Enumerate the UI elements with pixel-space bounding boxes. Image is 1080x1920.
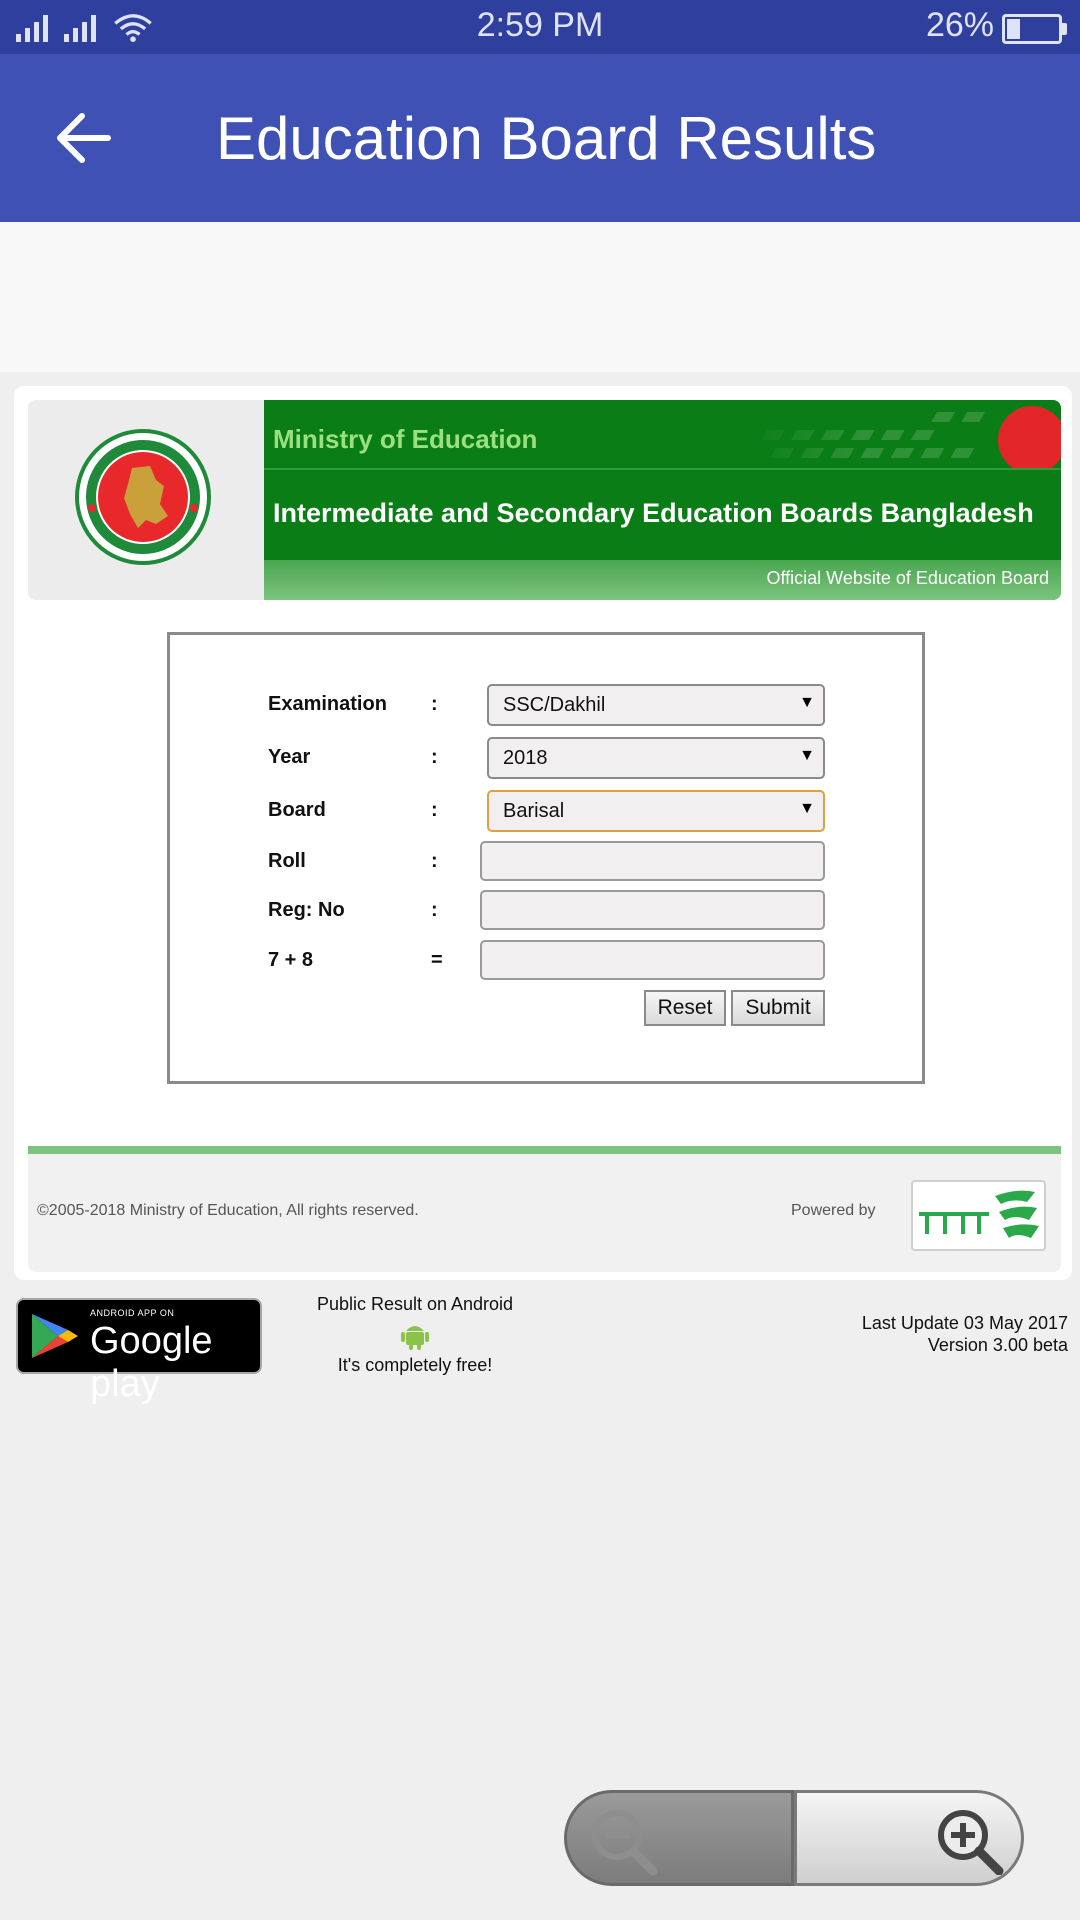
zoom-out-icon bbox=[587, 1805, 661, 1875]
year-value: 2018 bbox=[503, 747, 548, 769]
google-play-text: Google play bbox=[90, 1320, 213, 1405]
battery-icon bbox=[1002, 14, 1062, 44]
examination-value: SSC/Dakhil bbox=[503, 694, 606, 716]
dropdown-caret-icon: ▼ bbox=[799, 694, 815, 711]
site-header bbox=[28, 400, 1061, 600]
android-icon bbox=[400, 1319, 430, 1351]
official-strip bbox=[264, 560, 1061, 600]
public-result-text: Public Result on Android bbox=[316, 1294, 514, 1314]
copyright-text: ©2005-2018 Ministry of Education, All rights reserved. bbox=[37, 1202, 419, 1219]
arrow-left-icon[interactable] bbox=[48, 102, 120, 174]
site-footer bbox=[28, 1154, 1061, 1272]
separator: : bbox=[431, 850, 438, 872]
powered-by-text: Powered by bbox=[791, 1202, 876, 1219]
separator: = bbox=[431, 949, 443, 971]
separator: : bbox=[431, 746, 438, 768]
reg-no-row bbox=[170, 890, 922, 934]
board-select[interactable] bbox=[487, 790, 825, 832]
footer-divider bbox=[28, 1146, 1061, 1154]
battery-percent: 26% bbox=[925, 6, 994, 44]
dropdown-caret-icon: ▼ bbox=[799, 800, 815, 817]
official-website-text: Official Website of Education Board bbox=[766, 568, 1049, 588]
captcha-label: 7 + 8 bbox=[268, 949, 314, 971]
blank-banner-area bbox=[0, 222, 1080, 372]
examination-row bbox=[170, 684, 922, 728]
status-time: 2:59 PM bbox=[476, 6, 604, 44]
last-update-text: Last Update 03 May 2017 bbox=[861, 1313, 1068, 1333]
roll-input[interactable] bbox=[480, 841, 825, 881]
year-row bbox=[170, 737, 922, 781]
app-bar bbox=[0, 54, 1080, 222]
submit-button[interactable]: Submit bbox=[731, 990, 825, 1026]
site-title-banner bbox=[264, 400, 1061, 600]
zoom-in-icon bbox=[933, 1805, 1007, 1875]
examination-select[interactable] bbox=[487, 684, 825, 726]
form-actions bbox=[170, 990, 922, 1034]
examination-label: Examination bbox=[268, 693, 387, 715]
year-label: Year bbox=[268, 746, 311, 768]
reset-button[interactable]: Reset bbox=[644, 990, 726, 1026]
zoom-out-button[interactable] bbox=[564, 1790, 794, 1886]
reg-no-input[interactable] bbox=[480, 890, 825, 930]
zoom-controls bbox=[564, 1790, 1024, 1890]
roll-label: Roll bbox=[268, 850, 306, 872]
boards-title: Intermediate and Secondary Education Boards Bangladesh bbox=[273, 498, 1034, 528]
dropdown-caret-icon: ▼ bbox=[799, 747, 815, 764]
divider bbox=[264, 468, 1061, 470]
ministry-title: Ministry of Education bbox=[273, 424, 538, 454]
result-form bbox=[167, 632, 925, 1084]
board-value: Barisal bbox=[503, 800, 565, 822]
board-label: Board bbox=[268, 799, 326, 821]
google-play-icon bbox=[28, 1312, 80, 1360]
update-info bbox=[862, 1312, 1068, 1356]
reg-no-label: Reg: No bbox=[268, 899, 345, 921]
separator: : bbox=[431, 799, 438, 821]
board-row bbox=[170, 790, 922, 834]
government-seal-icon bbox=[74, 428, 212, 566]
roll-row bbox=[170, 841, 922, 885]
banner-decoration bbox=[744, 400, 1061, 468]
app-title: Education Board Results bbox=[216, 105, 877, 172]
captcha-input[interactable] bbox=[480, 940, 825, 980]
google-play-badge[interactable] bbox=[16, 1298, 262, 1405]
captcha-row bbox=[170, 940, 922, 984]
version-text: Version 3.00 beta bbox=[927, 1335, 1068, 1355]
zoom-in-button[interactable] bbox=[794, 1790, 1024, 1886]
teletalk-logo-icon bbox=[911, 1180, 1046, 1251]
status-bar bbox=[0, 0, 1080, 54]
free-text: It's completely free! bbox=[337, 1355, 493, 1375]
google-play-small-text: ANDROID APP ON bbox=[90, 1308, 175, 1318]
results-card bbox=[14, 386, 1072, 1280]
android-promo bbox=[280, 1294, 550, 1376]
separator: : bbox=[431, 899, 438, 921]
year-select[interactable] bbox=[487, 737, 825, 779]
separator: : bbox=[431, 693, 438, 715]
